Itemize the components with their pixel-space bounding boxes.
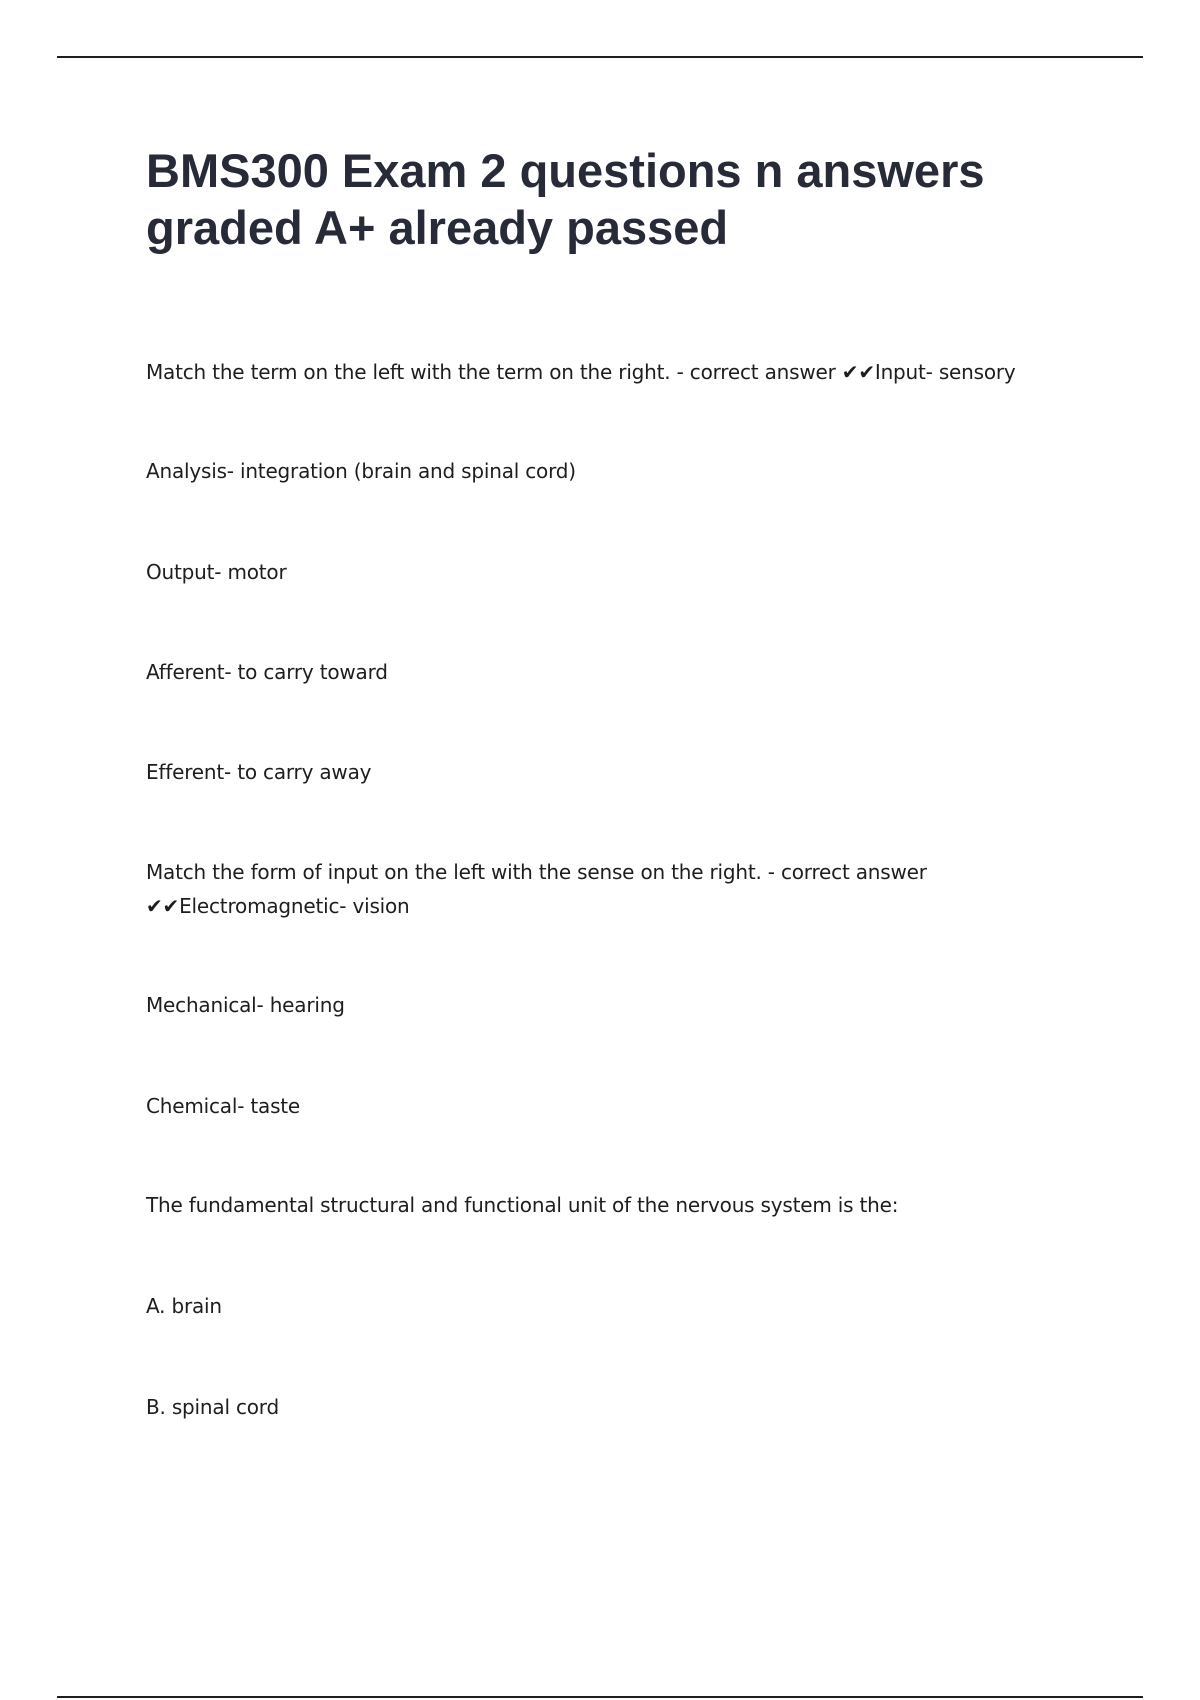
- document-title: [146, 142, 1106, 256]
- paragraph-text: Mechanical- hearing: [146, 993, 345, 1017]
- answer-output-paragraph: [146, 555, 1086, 589]
- option-b-paragraph: [146, 1390, 1086, 1424]
- answer-chemical-paragraph: [146, 1089, 1086, 1123]
- paragraph-text: Chemical- taste: [146, 1094, 301, 1118]
- question-2-paragraph: [146, 855, 1086, 923]
- answer-afferent-paragraph: [146, 655, 1086, 689]
- paragraph-text: Analysis- integration (brain and spinal cord): [146, 459, 576, 483]
- question-1-paragraph: [146, 355, 1086, 389]
- question-3-paragraph: [146, 1188, 1086, 1222]
- paragraph-text: Output- motor: [146, 560, 287, 584]
- paragraph-text: B. spinal cord: [146, 1395, 279, 1419]
- option-a-paragraph: [146, 1289, 1086, 1323]
- paragraph-text: A. brain: [146, 1294, 222, 1318]
- title-line-2: graded A+ already passed: [146, 201, 729, 254]
- bottom-divider: [57, 1696, 1143, 1698]
- top-divider: [57, 56, 1143, 58]
- paragraph-text: Efferent- to carry away: [146, 760, 372, 784]
- title-line-1: BMS300 Exam 2 questions n answers: [146, 144, 985, 197]
- paragraph-text: Match the term on the left with the term on the right. - correct answer ✔✔Input- sensory: [146, 360, 1016, 384]
- answer-analysis-paragraph: [146, 454, 1086, 488]
- answer-efferent-paragraph: [146, 755, 1086, 789]
- paragraph-text-line-2: ✔✔Electromagnetic- vision: [146, 894, 410, 918]
- answer-mechanical-paragraph: [146, 988, 1086, 1022]
- paragraph-text: The fundamental structural and functional unit of the nervous system is the:: [146, 1193, 899, 1217]
- paragraph-text: Afferent- to carry toward: [146, 660, 388, 684]
- paragraph-text-line-1: Match the form of input on the left with the sense on the right. - correct answer: [146, 860, 927, 884]
